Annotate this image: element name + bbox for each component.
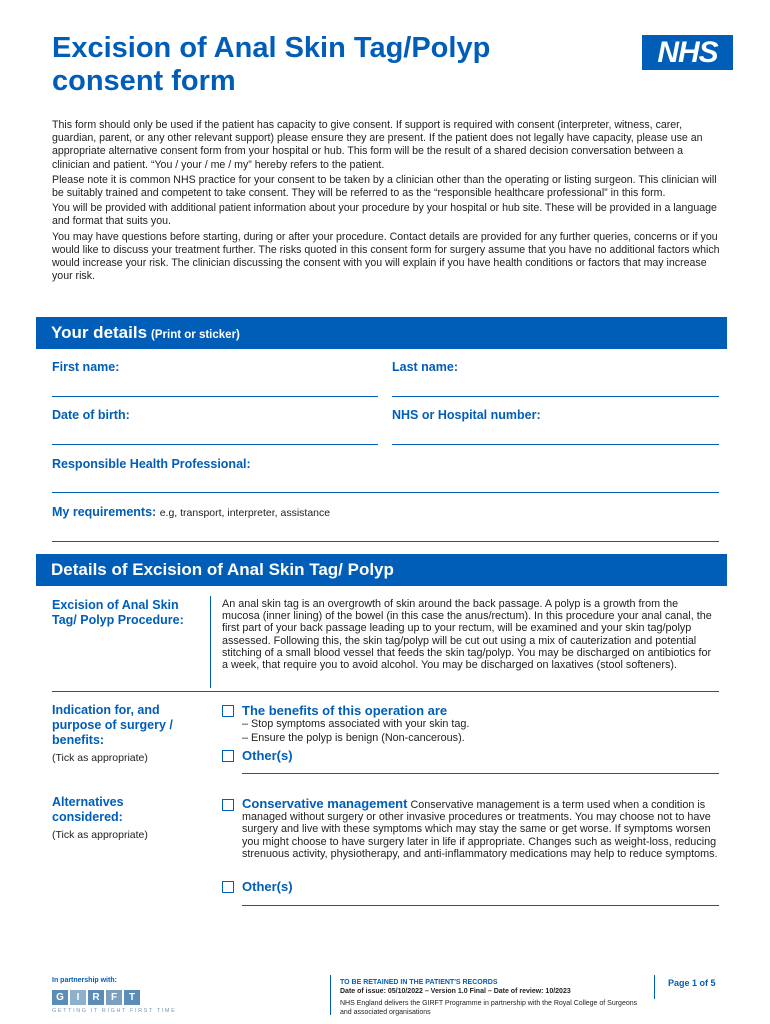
retain-notice: TO BE RETAINED IN THE PATIENT'S RECORDS — [340, 979, 498, 986]
other-alternatives-field[interactable] — [242, 905, 719, 906]
professional-field[interactable] — [52, 492, 719, 493]
dob-field[interactable] — [52, 444, 378, 445]
benefits-checkbox[interactable] — [222, 705, 234, 717]
requirements-hint: e.g, transport, interpreter, assistance — [159, 507, 331, 519]
alternatives-label — [52, 795, 192, 843]
form-title: Excision of Anal Skin Tag/Polyp consent form — [52, 32, 491, 97]
conservative-checkbox[interactable] — [222, 799, 234, 811]
tick-hint: (Tick as appropriate) — [52, 829, 148, 841]
benefits-title: The benefits of this operation are — [242, 703, 448, 718]
dob-label: Date of birth: — [52, 408, 130, 422]
tick-hint: (Tick as appropriate) — [52, 752, 148, 764]
other-checkbox[interactable] — [222, 750, 234, 762]
last-name-label: Last name: — [392, 360, 458, 374]
conservative-title: Conservative management — [242, 796, 408, 811]
first-name-field[interactable] — [52, 396, 378, 397]
requirements-field[interactable] — [52, 541, 719, 542]
intro-paragraph: You may have questions before starting, during or after your procedure. Contact details are provided for any further queries, concerns or if you would like to discuss your treatment further. The risks quoted in this consent form for surgery assume that you have no additional factors which would increase your risk. The clinician discussing the consent with you will explain if you have health conditions or factors that may increase your risk. — [52, 230, 720, 283]
section-title: Details of Excision of Anal Skin Tag/ Polyp — [51, 560, 394, 579]
girft-letter: F — [106, 990, 122, 1005]
first-name-label: First name: — [52, 360, 120, 374]
girft-tagline: GETTING IT RIGHT FIRST TIME — [52, 1008, 177, 1014]
procedure-details-header — [36, 554, 727, 586]
conservative-description: Conservative management is a term used when a condition is managed without surgery or other invasive procedures or treatments. You may choose not to have surgery and live with these symptoms which may stay the same or get worse. If symptoms worsen you might choose to have surgery later in life if appropriate. Changes such as weight-loss, reducing strenuous activity, physiotherapy, and anti-inflammatory medications may help to reduce symptoms. — [242, 799, 718, 860]
nhs-number-label: NHS or Hospital number: — [392, 408, 541, 422]
procedure-description: An anal skin tag is an overgrowth of skin around the back passage. A polyp is a growth from the mucosa (inner lining) of the bowel (in this case the anus/rectum). In this procedure your anal canal, the first part of your back passage leading up to your rectum, will be examined and your skin tag/polyp assessed. Following this, the skin tag/polyp will be cut out using a mix of cauterization and potential stitching of a small blood vessel that feeds the skin tag/polyp. You may be discharged on antibiotics for a week, that require you to avoid alcohol. You may be discharged on laxatives (stool softeners). — [222, 598, 712, 672]
conservative-option[interactable] — [222, 797, 242, 811]
last-name-field[interactable] — [392, 396, 719, 397]
section-subtitle: (Print or sticker) — [151, 329, 240, 341]
footer-info — [340, 978, 645, 1017]
other-benefits-field[interactable] — [242, 773, 719, 774]
nhs-logo: NHS — [642, 35, 733, 70]
other-label: Other(s) — [242, 879, 293, 894]
intro-paragraph: This form should only be used if the patient has capacity to give consent. If support is required with consent (interpreter, witness, carer, guardian, parent, or any other relevant support) please ensure they are present. If the patient does not legally have capacity, please use an appropriate alternative consent form from your hospital or hub. This form will be the result of a shared decision conversation between a clinician and patient. “You / your / me / my” hereby refers to the patient. — [52, 119, 703, 171]
requirements-title: My requirements: — [52, 505, 157, 519]
page-number: Page 1 of 5 — [668, 978, 716, 988]
other-benefits-option[interactable] — [222, 748, 293, 763]
procedure-label: Excision of Anal Skin Tag/ Polyp Procedure: — [52, 598, 184, 627]
girft-logo — [52, 990, 142, 1005]
divider — [52, 691, 719, 692]
conservative-text — [242, 798, 722, 860]
other-alternatives-option[interactable] — [222, 879, 293, 894]
intro-paragraph: You will be provided with additional patient information about your procedure by your hospital or hub site. These will be provided in a language and format that suits you. — [52, 202, 717, 228]
girft-letter: T — [124, 990, 140, 1005]
intro-text — [52, 119, 722, 285]
indication-label — [52, 703, 192, 766]
intro-paragraph: Please note it is common NHS practice for your consent to be taken by a clinician other than the operating or listing surgeon. This clinician will be suitably trained and competent to take consent. They will be referred to as the “responsible healthcare professional” in this form. — [52, 173, 717, 200]
girft-letter: I — [70, 990, 86, 1005]
benefits-option[interactable] — [222, 703, 447, 718]
requirements-label — [52, 505, 330, 519]
delivery-note: NHS England delivers the GIRFT Programme in partnership with the Royal College of Surgeons and associated organisations — [340, 1000, 638, 1016]
column-divider — [210, 596, 211, 688]
footer-divider — [330, 975, 331, 1015]
partnership-label: In partnership with: — [52, 977, 117, 984]
girft-letter: R — [88, 990, 104, 1005]
benefit-item: – Ensure the polyp is benign (Non-cancerous). — [242, 732, 465, 744]
indication-title: Indication for, and purpose of surgery / benefits: — [52, 703, 173, 747]
professional-label: Responsible Health Professional: — [52, 457, 251, 471]
other-label: Other(s) — [242, 748, 293, 763]
section-title: Your details — [51, 323, 148, 342]
nhs-number-field[interactable] — [392, 444, 719, 445]
girft-letter: G — [52, 990, 68, 1005]
your-details-header — [36, 317, 727, 349]
alternatives-title: Alternatives considered: — [52, 795, 124, 824]
other-checkbox[interactable] — [222, 881, 234, 893]
benefit-item: – Stop symptoms associated with your skin tag. — [242, 718, 470, 730]
issue-info: Date of issue: 05/10/2022 – Version 1.0 Final – Date of review: 10/2023 — [340, 988, 571, 995]
footer-divider — [654, 975, 655, 999]
